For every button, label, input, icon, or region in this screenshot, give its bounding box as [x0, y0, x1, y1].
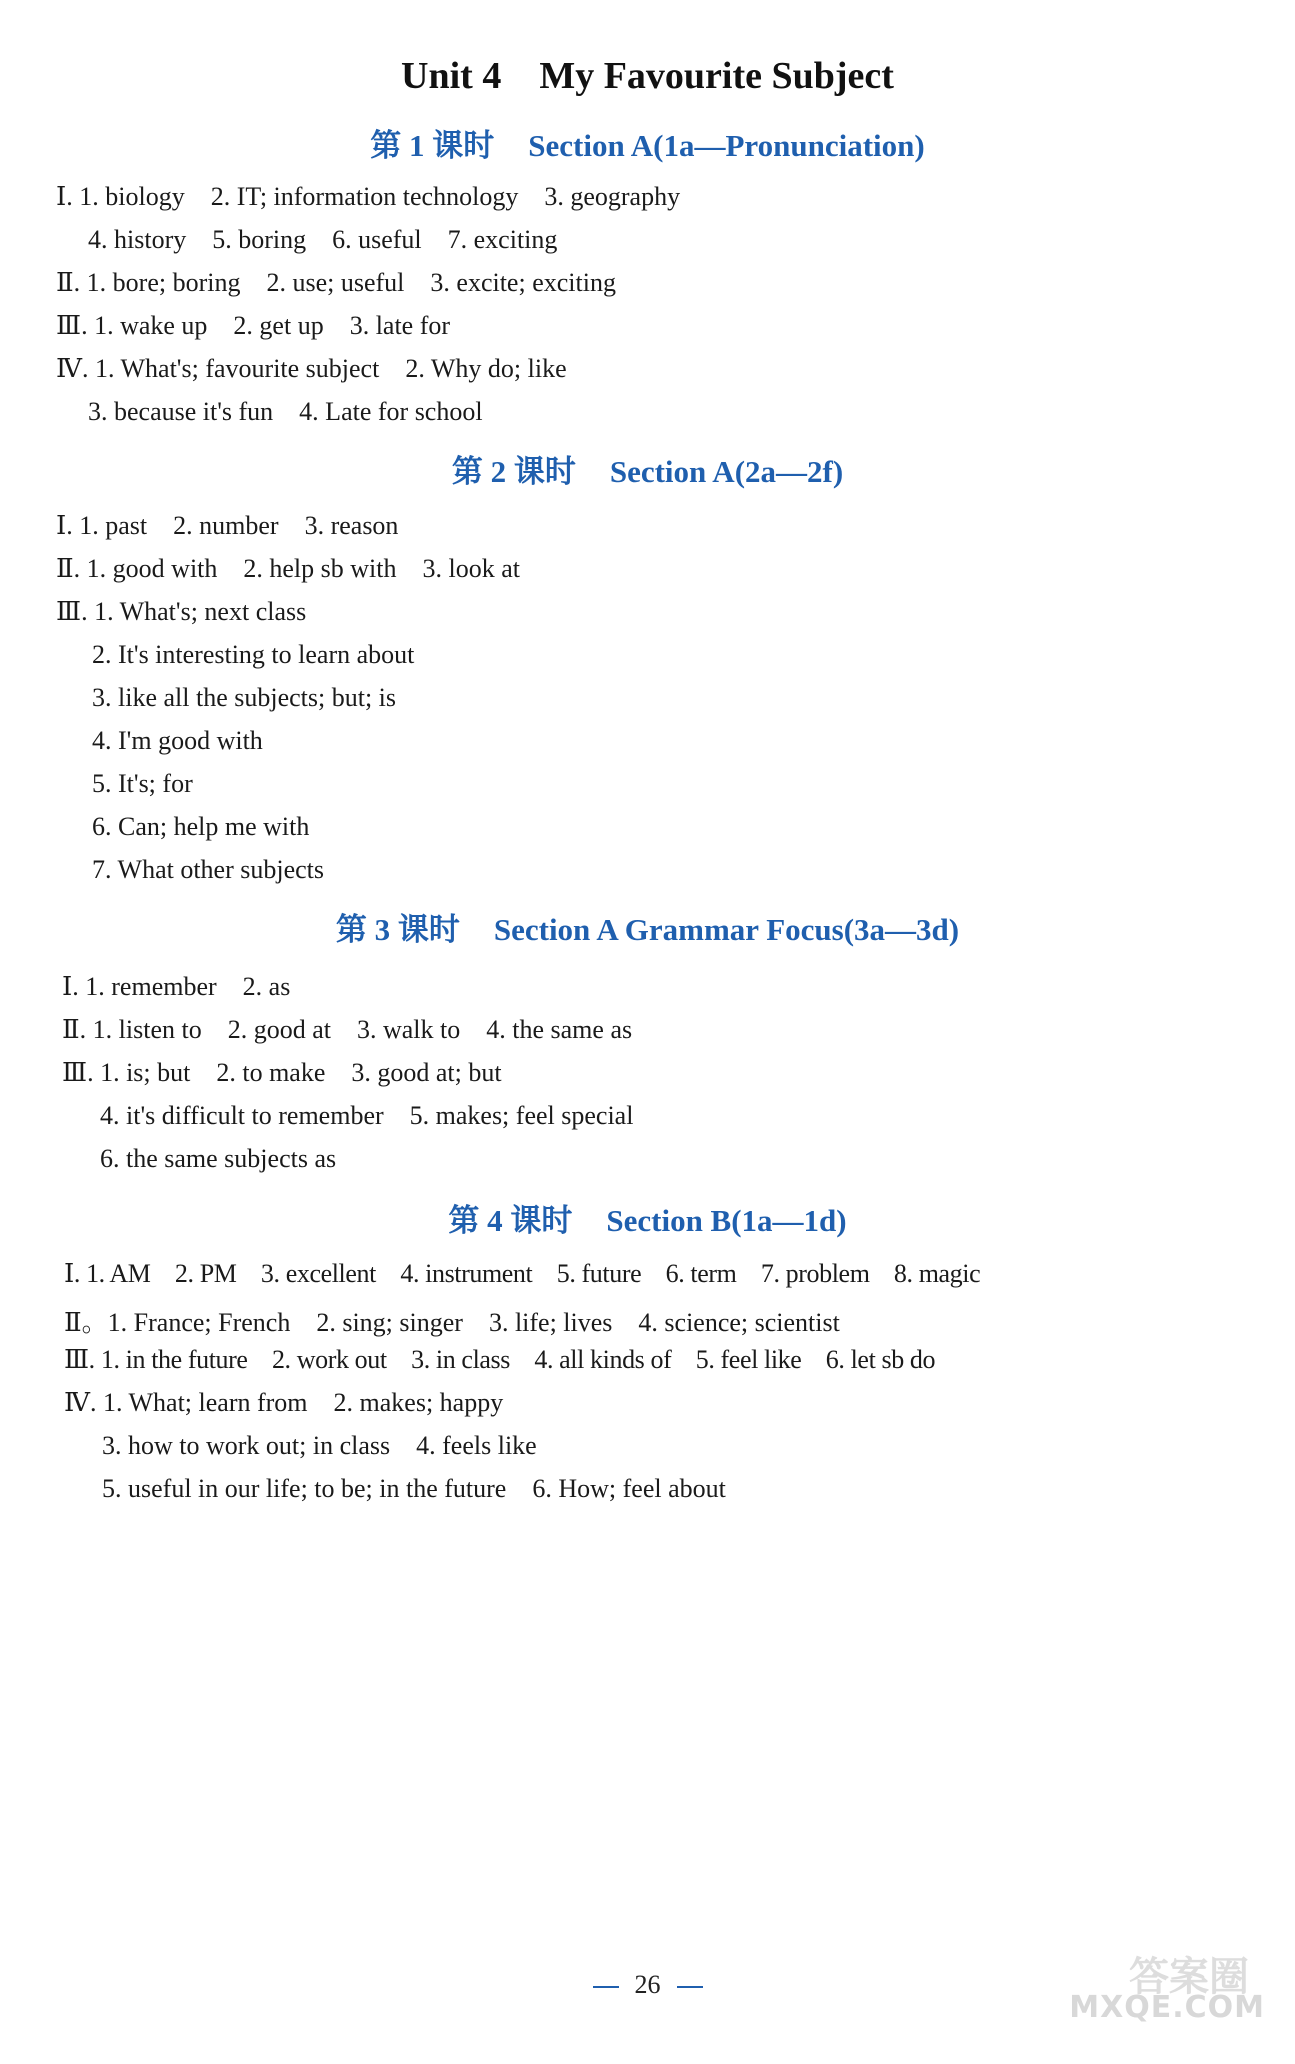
section-name: Section B(1a—1d): [606, 1203, 847, 1238]
answer-line: Ⅰ. 1. AM 2. PM 3. excellent 4. instrument 5. future 6. term 7. problem 8. magic: [64, 1259, 981, 1288]
answer-line: Ⅲ. 1. wake up 2. get up 3. late for: [56, 311, 451, 340]
answer-line: Ⅲ. 1. in the future 2. work out 3. in class 4. all kinds of 5. feel like 6. let sb do: [64, 1345, 936, 1374]
section-heading-3: [0, 904, 1295, 949]
section-name: Section A(1a—Pronunciation): [528, 128, 925, 163]
answer-line: Ⅳ. 1. What's; favourite subject 2. Why do; like: [56, 354, 567, 383]
answer-line: Ⅳ. 1. What; learn from 2. makes; happy: [64, 1388, 504, 1417]
page-number: 26: [634, 1970, 661, 1999]
answer-line: 4. it's difficult to remember 5. makes; feel special: [100, 1101, 634, 1130]
answer-line: 3. like all the subjects; but; is: [92, 683, 397, 712]
answer-line: Ⅲ. 1. is; but 2. to make 3. good at; but: [62, 1058, 502, 1087]
answer-line: 3. because it's fun 4. Late for school: [88, 397, 483, 426]
answer-line: 4. I'm good with: [92, 726, 263, 755]
answer-line: Ⅱ。1. France; French 2. sing; singer 3. life; lives 4. science; scientist: [64, 1308, 840, 1337]
answer-line: 4. history 5. boring 6. useful 7. exciting: [88, 225, 558, 254]
answer-line: 2. It's interesting to learn about: [92, 640, 415, 669]
answer-line: Ⅰ. 1. remember 2. as: [62, 972, 291, 1001]
answer-line: Ⅲ. 1. What's; next class: [56, 597, 307, 626]
section-name: Section A Grammar Focus(3a—3d): [493, 912, 960, 947]
section-heading-1: [0, 120, 1295, 165]
section-name: Section A(2a—2f): [609, 454, 844, 489]
unit-title: Unit 4 My Favourite Subject: [401, 55, 894, 97]
dash-right: [677, 1986, 703, 1988]
answer-line: 6. the same subjects as: [100, 1144, 337, 1173]
lesson-label: 第 2 课时: [451, 454, 576, 489]
watermark-logo: 答案圈: [1129, 1954, 1249, 2000]
answer-line: 3. how to work out; in class 4. feels like: [102, 1431, 537, 1460]
answer-line: 5. useful in our life; to be; in the future 6. How; feel about: [102, 1474, 726, 1503]
answer-line: Ⅱ. 1. good with 2. help sb with 3. look at: [56, 554, 520, 583]
watermark-text: MXQE.COM: [1069, 1990, 1265, 2025]
dash-left: [593, 1986, 619, 1988]
lesson-label: 第 4 课时: [448, 1203, 573, 1238]
answer-line: Ⅰ. 1. past 2. number 3. reason: [56, 511, 399, 540]
answer-line: 5. It's; for: [92, 769, 193, 798]
answer-line: Ⅱ. 1. listen to 2. good at 3. walk to 4. the same as: [62, 1015, 633, 1044]
section-heading-2: [0, 446, 1295, 491]
answer-line: Ⅱ. 1. bore; boring 2. use; useful 3. excite; exciting: [56, 268, 616, 297]
answer-line: 7. What other subjects: [92, 855, 325, 884]
lesson-label: 第 1 课时: [370, 128, 495, 163]
answer-line: 6. Can; help me with: [92, 812, 310, 841]
section-heading-4: [0, 1195, 1295, 1240]
lesson-label: 第 3 课时: [335, 912, 460, 947]
answer-line: Ⅰ. 1. biology 2. IT; information technology 3. geography: [56, 182, 681, 211]
